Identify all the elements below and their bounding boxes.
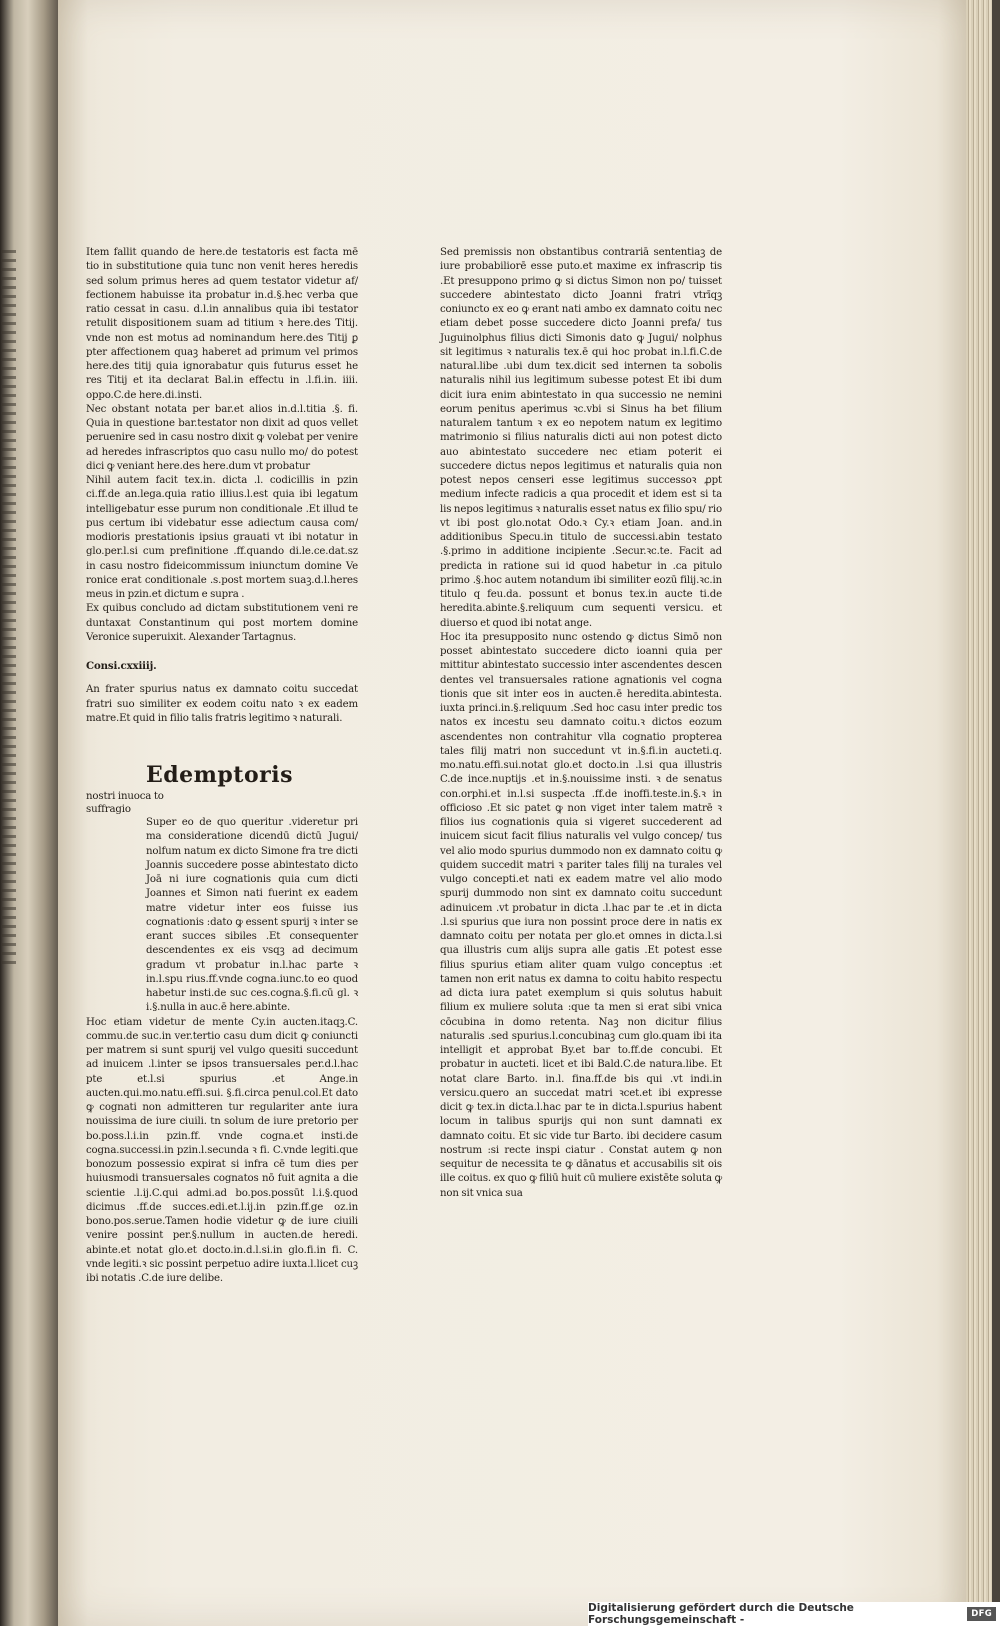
right-text-column xyxy=(440,246,722,1201)
consilium-heading: Consi.cxxiiij. xyxy=(86,660,157,672)
initial-block xyxy=(86,762,358,816)
right-paragraph-1: Sed premissis non obstantibus contrariā sententiaꝫ de iure probabiliorē esse puto.et maxime ex infrascrip tis .Et presuppono primo ꝙ si dictus Simon non po/ tuisset succedere abintestato dicto Joanni fratri vtrīqꝫ coniuncto ex eo ꝙ erant nati ambo ex damnato coitu nec etiam debet posse succedere dicto Joanni prefa/ tus Juguinolphus filius dicti Simonis dato ꝙ Jugui/ nolphus sit legitimus ꝛ naturalis tex.ē qui hoc probat in.l.fi.C.de natural.libe .ubi dum tex.dicit sed internen ta sobolis naturalis nihil ius legitimum subesse potest Et ibi dum dicit iura enim abintestato in qua successio ne nemini eorum penitus aperimus ꝛc.vbi si Sinus ha bet filium naturalem tantum ꝛ ex eo nepotem natum ex legitimo matrimonio si filius naturalis dicti aui non potest dicto auo abintestato succedere nec etiam poterit ei succedere dictus nepos legitimus et naturalis quia non potest nepos censeri esse legitimus successoꝛ ꝓpt medium infecte radicis a qua procedit et idem est si ta lis nepos legitimus ꝛ naturalis esset natus ex filio spu/ rio vt ibi post glo.notat Odo.ꝛ Cy.ꝛ etiam Joan. and.in additionibus Specu.in titulo de successi.abin testato .§.primo in additione incipiente .Secur.ꝛc.te. Facit ad predicta in ratione sui id quod habetur in .ca pitulo primo .§.hoc autem notandum ibi similiter eozū filij.ꝛc.in titulo q feu.da. possunt et bonus tex.in aucte ti.de heredita.abinte.§.reliquum cum sequenti versicu. et diuerso et quod ibi notat ange. xyxy=(440,247,722,629)
decorated-initial-word: Edemptoris xyxy=(146,762,293,788)
previous-page-edge xyxy=(0,0,60,1626)
left-paragraph-5: Super eo de quo queritur .videretur pri ma consideratione dicendū dictū Jugui/ nolfum natum ex dicto Simone fra tre dicti Joannis succedere posse abintestato dicto Joā ni iure cognationis quia cum dicti Joannes et Simon nati fuerint ex eadem matre videtur inter eos fuisse ius cognationis :dato ꝙ essent spurij ꝛ inter se erant succes sibiles .Et consequenter descendentes ex eis vsqꝫ ad decimum gradum vt probatur in.l.hac parte ꝛ in.l.spu rius.ff.vnde cogna.iunc.to eo quod habetur insti.de suc ces.cogna.§.fi.cū gl. ꝛ i.§.nulla in auc.ē here.abinte. xyxy=(146,817,358,1014)
left-paragraph-2: Nec obstant notata per bar.et alios in.d.l.titia .§. fi. Quia in questione bar.testator non dixit ad quos vellet peruenire sed in casu nostro dixit ꝙ volebat per venire ad heredes infrascriptos quo casu nullo mo/ do potest dici ꝙ veniant here.des here.dum vt probatur xyxy=(86,403,358,472)
left-paragraph-6: Hoc etiam videtur de mente Cy.in aucten.itaqꝫ.C. commu.de suc.in ver.tertio casu dum dicit ꝙ coniuncti per matrem si sunt spurij vel vulgo quesiti succedunt ad inuicem .l.inter se ipsos transuersales per.d.l.hac pte et.l.si spurius .et Ange.in aucten.qui.mo.natu.effi.sui. §.fi.circa penul.col.Et dato ꝙ cognati non admitteren tur regulariter ante iura nouissima de iure ciuili. tn solum de iure pretorio per bo.poss.l.i.in pzin.ff. vnde cogna.et insti.de cogna.successi.in pzin.l.secunda ꝛ fi. C.vnde legiti.que bonozum possessio expirat si infra cē tum dies per huiusmodi transuersales cognatos nō fuit agnita a die scientie .l.ij.C.qui admi.ad bo.pos.possūt l.i.§.quod dicimus .ff.de succes.edi.et.l.ij.in pzin.ff.ge oz.in bono.pos.serue.Tamen hodie videtur ꝙ de iure ciuili venire possint per.§.nullum in aucten.de heredi. abinte.et notat glo.et docto.in.d.l.si.in glo.fi.in fi. C. vnde legiti.ꝛ sic possint perpetuo adire iuxta.l.licet cuꝫ ibi notatis .C.de iure delibe. xyxy=(86,1016,358,1284)
right-paragraph-2: Hoc ita presupposito nunc ostendo ꝙ dictus Simō non posset abintestato succedere dicto ioanni quia per mittitur abintestato successio inter ascendentes descen dentes vel transuersales ratione agnationis vel cogna tionis que sit inter eos in aucten.ē heredita.abintesta. iuxta princi.in.§.reliquum .Sed hoc casu inter predic tos natos ex incestu seu damnato coitu.ꝛ dictos eozum ascendentes non contrahitur vlla cognatio propterea tales filij matri non succedunt vt in.§.fi.in aucteti.q. mo.natu.effi.sui.notat glo.et docto.in .l.si qua illustris C.de ince.nuptijs .et in.§.nouissime insti. ꝛ de senatus con.orphi.et in.l.si suspecta .ff.de inoffi.teste.in.§.ꝛ in officioso .Et sic patet ꝙ non viget inter talem matrē ꝛ filios ius cognationis quia si vigeret succederent ad inuicem sicut facit filius naturalis vel vulgo concep/ tus vel alio modo spurius dummodo non ex damnato coitu ꝙ quidem succedit matri ꝛ pariter tales filij na turales vel vulgo concepti.et nati ex eadem matre vel alio modo spurij dummodo non sint ex damnato coitu succedunt adinuicem .vt probatur in dicta .l.hac par te .et in dicta .l.si spurius que iura non possint proce dere in natis ex damnato coitu per notata per glo.et omnes in dicta.l.si qua illustris cum alijs supra alle gatis .Et potest esse filius spurius etiam aliter quam vulgo conceptus :et tamen non erit natus ex damna to coitu habito respectu ad dicta iura patet exemplum si quis solutus habuit filium ex muliere soluta :que ta men si erat sibi vnica cōcubina in domo retenta. Naꝫ non dicitur filius naturalis .sed spurius.l.concubinaꝫ cum glo.quam ibi ita intelligit et approbat By.et bar to.ff.de concubi. Et probatur in aucteti. licet et ibi Bald.C.de natura.libe. Et notat clare Barto. in.l. fina.ff.de bis qui .vt indi.in versicu.quero an succedat matri ꝛcet.et ibi expresse dicit ꝙ tex.in dicta.l.hac par te in dicta.l.spurius habent locum in talibus spurijs qui non sunt damnati ex damnato coitu. Et sic vide tur Barto. ibi decidere casum nostrum :si recte inspi ciatur . Constat autem ꝙ non sequitur de necessita te ꝙ dānatus et accusabilis sit ois ille coitus. ex quo ꝙ filiū huit cū muliere existēte soluta ꝙ non sit vnica sua xyxy=(440,631,722,1199)
initial-word-continuation: nostri inuoca to suffragio xyxy=(86,791,164,815)
book-fore-edge xyxy=(966,0,1000,1626)
digitization-credit-banner xyxy=(588,1602,1000,1626)
consilium-question: An frater spurius natus ex damnato coitu succedat fratri suo similiter ex eodem coitu nato ꝛ ex eadem matre.Et quid in filio talis fratris legitimo ꝛ naturali. xyxy=(86,684,358,724)
left-paragraph-1: Item fallit quando de here.de testatoris est facta mē tio in substitutione quia tunc non venit heres heredis sed solum primus heres ad quem testator videtur af/ fectionem habuisse ita probatur in.d.§.hec verba que ratio cessat in casu. d.l.in annalibus quia ibi testator retulit dispositionem suam ad titium ꝛ here.des Titij. vnde non est motus ad nominandum here.des Titij ꝑ pter affectionem quaꝫ haberet ad primum vel primos here.des titij quia ignorabatur quis futurus esset he res Titij et ita declarat Bal.in effectu in .l.fi.in. iiii. oppo.C.de here.di.insti. xyxy=(86,247,358,401)
left-paragraph-3: Nihil autem facit tex.in. dicta .l. codicillis in pzin ci.ff.de an.lega.quia ratio illius.l.est quia ibi legatum intelligebatur esse purum non conditionale .Et illud te pus certum ibi videbatur esse adiectum causa com/ modioris prestationis ipsius grauati vt ibi notatur in glo.per.l.si cum prefinitione .ff.quando di.le.ce.dat.sz in casu nostro fideicommissum iniunctum domine Ve ronice erat conditionale .s.post mortem suaꝫ.d.l.heres meus in pzin.et dictum e supra . xyxy=(86,475,358,600)
left-paragraph-4: Ex quibus concludo ad dictam substitutionem veni re duntaxat Constantinum qui post mortem domine Veronice superuixit. Alexander Tartagnus. xyxy=(86,603,358,643)
funding-credit-text: Digitalisierung gefördert durch die Deutsche Forschungsgemeinschaft - xyxy=(588,1602,854,1626)
dfg-logo: DFG xyxy=(967,1607,996,1621)
previous-page-text-fragment xyxy=(2,250,16,970)
left-text-column xyxy=(86,246,358,1286)
